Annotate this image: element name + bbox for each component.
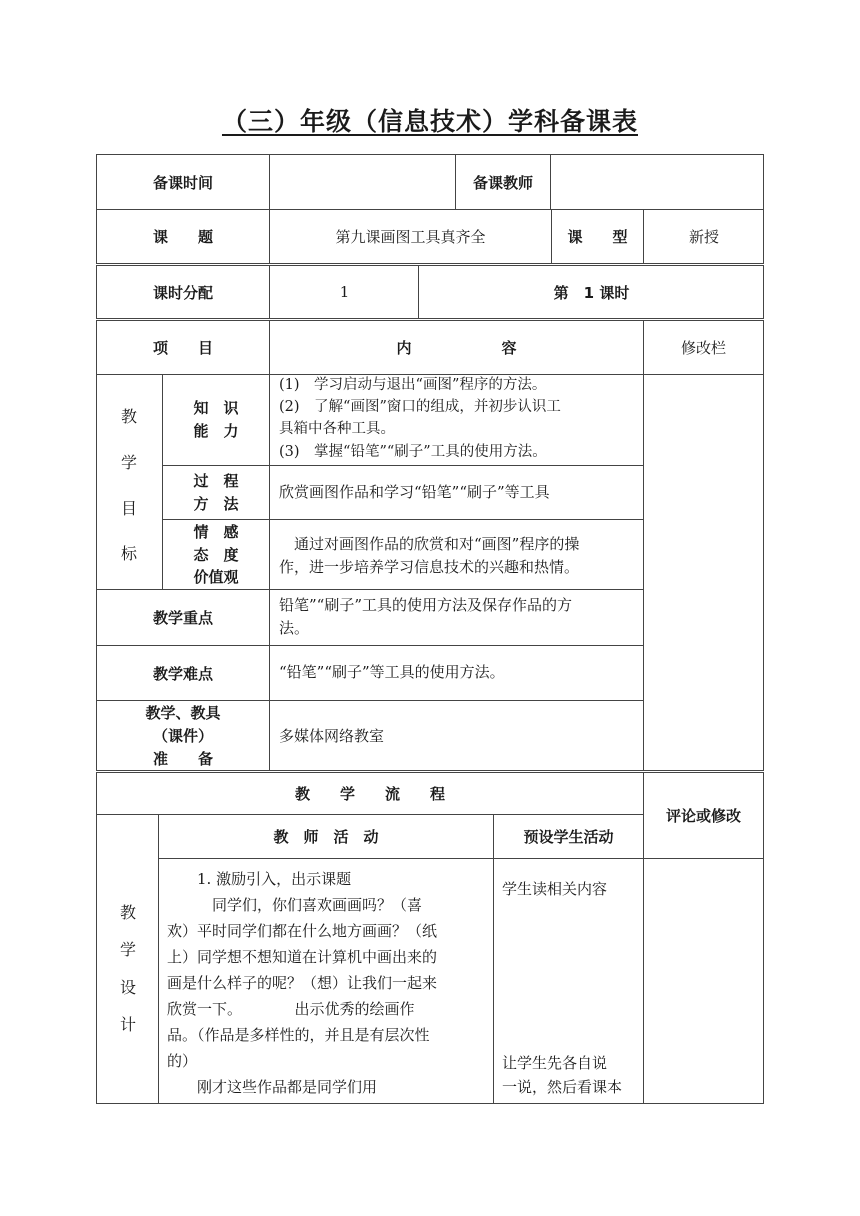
teacher-line-3: 欢）平时同学们都在什么地方画画？（纸 bbox=[167, 922, 438, 940]
knowledge-label-2: 能 力 bbox=[193, 422, 239, 440]
design-side-label-3: 设 bbox=[120, 978, 137, 997]
key-point-line-1: 铅笔”“刷子”工具的使用方法及保存作品的方 bbox=[279, 596, 573, 614]
teacher-line-9: 刚才这些作品都是同学们用 bbox=[167, 1078, 378, 1096]
content-header: 内 容 bbox=[396, 339, 517, 357]
process-label-1: 过 程 bbox=[193, 472, 239, 490]
topic-label: 课 题 bbox=[152, 228, 213, 246]
emotion-line-2: 作，进一步培养学习信息技术的兴趣和热情。 bbox=[279, 558, 580, 576]
type-label: 课 型 bbox=[567, 228, 628, 246]
teacher-activity-header: 教 师 活 动 bbox=[273, 828, 379, 846]
knowledge-line-3: 具箱中各种工具。 bbox=[279, 421, 395, 437]
emotion-label-2: 态 度 bbox=[193, 546, 239, 564]
prep-time-label: 备课时间 bbox=[152, 173, 213, 192]
difficulty-text: “铅笔”“刷子”等工具的使用方法。 bbox=[279, 663, 505, 681]
process-text: 欣赏画图作品和学习“铅笔”“刷子”等工具 bbox=[279, 483, 550, 501]
student-line-2: 让学生先各自说 bbox=[502, 1054, 608, 1072]
emotion-label-3: 价值观 bbox=[193, 568, 239, 586]
knowledge-line-1: (1) 学习启动与退出“画图”程序的方法。 bbox=[279, 377, 547, 393]
knowledge-label-1: 知 识 bbox=[193, 399, 239, 417]
prep-text: 多媒体网络教室 bbox=[279, 727, 385, 745]
teacher-value[interactable] bbox=[551, 154, 764, 210]
comment-header: 评论或修改 bbox=[665, 807, 741, 825]
difficulty-label: 教学难点 bbox=[152, 664, 213, 683]
type-value: 新授 bbox=[688, 228, 719, 246]
item-header: 项 目 bbox=[152, 339, 213, 357]
knowledge-line-2: (2) 了解“画图”窗口的组成，并初步认识工 bbox=[279, 399, 561, 415]
flow-header: 教 学 流 程 bbox=[294, 785, 445, 803]
knowledge-line-4: (3) 掌握“铅笔”“刷子”工具的使用方法。 bbox=[279, 444, 547, 460]
teacher-label: 备课教师 bbox=[472, 173, 533, 192]
prep-label-3: 准 备 bbox=[152, 750, 213, 768]
design-side-label-2: 学 bbox=[120, 940, 137, 959]
student-line-3: 一说，然后看课本 bbox=[502, 1078, 623, 1096]
period-label: 课时分配 bbox=[152, 283, 213, 302]
teacher-line-2: 同学们，你们喜欢画画吗？（喜 bbox=[167, 896, 423, 914]
prep-time-value[interactable] bbox=[270, 154, 455, 210]
goals-side-label-2: 学 bbox=[121, 453, 138, 472]
topic-value: 第九课画图工具真齐全 bbox=[335, 228, 486, 246]
teacher-line-7: 品。（作品是多样性的，并且是有层次性 bbox=[167, 1026, 430, 1044]
goals-side-label-4: 标 bbox=[121, 544, 138, 563]
goals-side-label-3: 目 bbox=[121, 499, 138, 518]
revise-header: 修改栏 bbox=[680, 339, 726, 357]
key-point-line-2: 法。 bbox=[279, 619, 310, 637]
teacher-line-1: 1. 激励引入，出示课题 bbox=[167, 870, 352, 888]
emotion-line-1: 通过对画图作品的欣赏和对“画图”程序的操 bbox=[279, 535, 580, 553]
design-side-label-4: 计 bbox=[120, 1015, 137, 1034]
teacher-line-8: 的） bbox=[167, 1052, 198, 1070]
process-label-2: 方 法 bbox=[193, 495, 239, 513]
key-point-label: 教学重点 bbox=[152, 609, 213, 627]
page-title: （三）年级（信息技术）学科备课表 bbox=[221, 107, 638, 136]
design-side-label-1: 教 bbox=[120, 903, 137, 922]
student-activity-header: 预设学生活动 bbox=[523, 828, 614, 846]
goals-side-label-1: 教 bbox=[121, 407, 138, 426]
emotion-label-1: 情 感 bbox=[193, 523, 239, 541]
period-nth: 第 1 课时 bbox=[553, 283, 630, 302]
student-line-1: 学生读相关内容 bbox=[502, 880, 608, 898]
teacher-line-5: 画是什么样子的呢？（想）让我们一起来 bbox=[167, 974, 438, 992]
prep-label-2: （课件） bbox=[152, 727, 213, 745]
teacher-line-6: 欣赏一下。 出示优秀的绘画作 bbox=[167, 1000, 415, 1018]
prep-label-1: 教学、教具 bbox=[145, 704, 221, 722]
period-value: 1 bbox=[339, 283, 350, 301]
teacher-line-4: 上）同学想不想知道在计算机中画出来的 bbox=[167, 948, 438, 966]
